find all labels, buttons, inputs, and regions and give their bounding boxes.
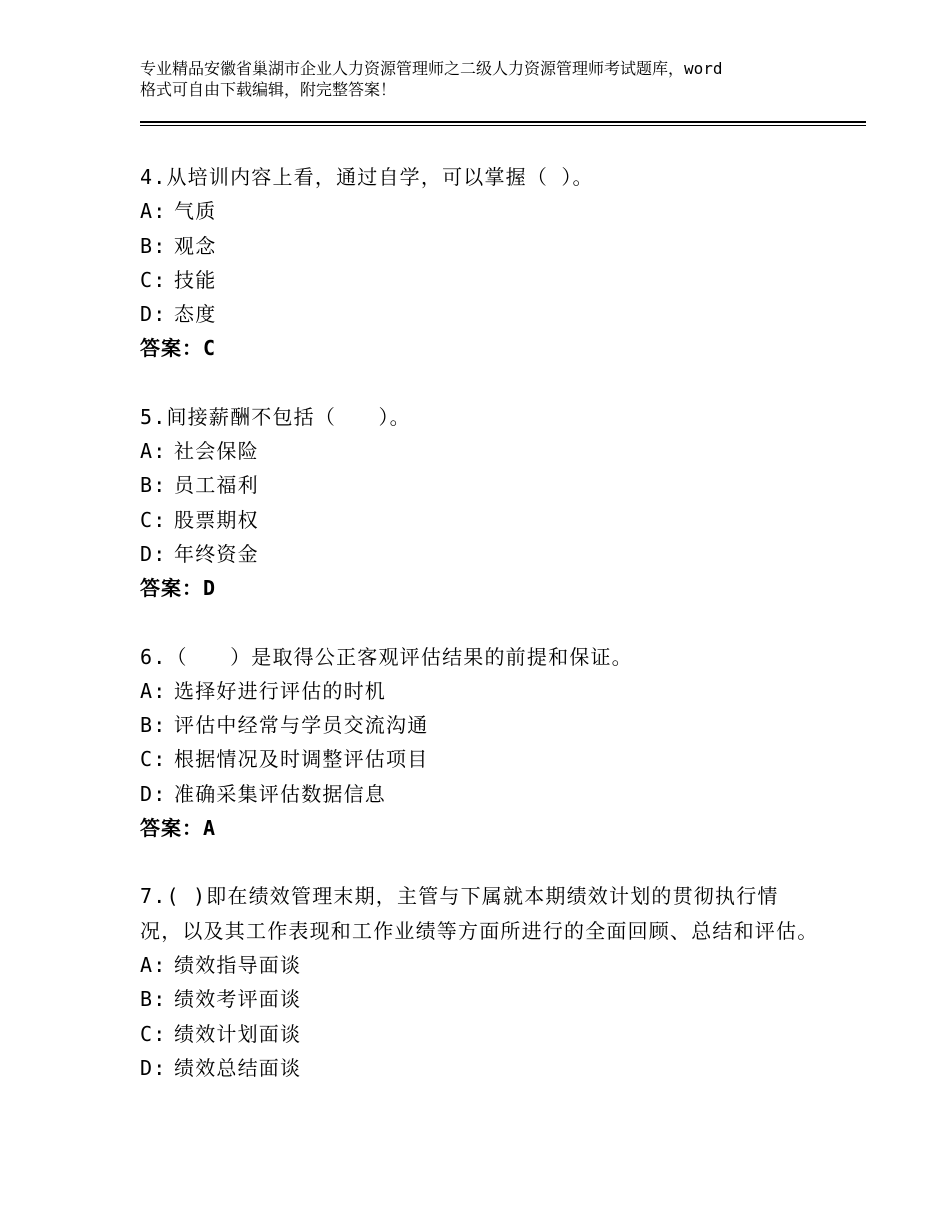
option-b	[140, 229, 820, 263]
header-title-line-2: 格式可自由下载编辑，附完整答案！	[140, 80, 397, 99]
option-a	[140, 194, 820, 228]
option-text: 态度	[174, 302, 217, 327]
question-stem: 4.从培训内容上看，通过自学，可以掌握（ ）。	[140, 165, 594, 189]
option-letter: A:	[140, 439, 167, 464]
option-c	[140, 263, 820, 297]
answer-line: 答案：D	[140, 576, 217, 601]
option-a	[140, 948, 820, 982]
option-c	[140, 742, 820, 776]
option-d	[140, 777, 820, 811]
option-text: 准确采集评估数据信息	[174, 781, 386, 806]
question-stem: 7.( )即在绩效管理末期，主管与下属就本期绩效计划的贯彻执行情况，以及其工作表现和工作业绩等方面所进行的全面回顾、总结和评估。	[140, 884, 819, 943]
document-header	[140, 58, 840, 100]
option-text: 绩效总结面谈	[174, 1055, 302, 1080]
question-6	[140, 640, 820, 846]
option-letter: D:	[140, 302, 167, 327]
option-letter: B:	[140, 713, 167, 738]
question-7	[140, 879, 820, 1085]
option-text: 绩效计划面谈	[174, 1021, 302, 1046]
option-d	[140, 537, 820, 571]
option-text: 年终资金	[174, 541, 259, 566]
question-stem: 6.（ ）是取得公正客观评估结果的前提和保证。	[140, 644, 633, 669]
option-a	[140, 434, 820, 468]
option-c	[140, 1017, 820, 1051]
question-stem: 5.间接薪酬不包括（ ）。	[140, 404, 411, 429]
option-text: 评估中经常与学员交流沟通	[174, 713, 429, 738]
option-b	[140, 982, 820, 1016]
option-letter: D:	[140, 1055, 167, 1080]
option-d	[140, 1051, 820, 1085]
header-divider-thin	[140, 125, 866, 126]
option-text: 股票期权	[174, 507, 259, 532]
option-letter: D:	[140, 541, 167, 566]
option-text: 气质	[174, 199, 217, 224]
option-text: 观念	[174, 233, 217, 258]
option-letter: A:	[140, 952, 167, 977]
option-letter: A:	[140, 199, 167, 224]
option-letter: C:	[140, 507, 167, 532]
option-letter: C:	[140, 1021, 167, 1046]
option-text: 绩效指导面谈	[174, 952, 302, 977]
option-letter: C:	[140, 267, 167, 292]
option-letter: B:	[140, 473, 167, 498]
option-text: 员工福利	[174, 473, 259, 498]
question-4	[140, 160, 820, 366]
option-letter: A:	[140, 678, 167, 703]
option-d	[140, 297, 820, 331]
header-title-line-1: 专业精品安徽省巢湖市企业人力资源管理师之二级人力资源管理师考试题库，word	[140, 59, 723, 78]
option-b	[140, 708, 820, 742]
option-letter: B:	[140, 233, 167, 258]
answer-line: 答案：A	[140, 816, 217, 841]
option-text: 选择好进行评估的时机	[174, 678, 386, 703]
option-text: 社会保险	[174, 439, 259, 464]
header-divider	[140, 121, 866, 123]
option-text: 根据情况及时调整评估项目	[174, 747, 429, 772]
option-text: 绩效考评面谈	[174, 987, 302, 1012]
question-list	[140, 160, 820, 1119]
option-letter: B:	[140, 987, 167, 1012]
option-text: 技能	[174, 267, 217, 292]
option-a	[140, 674, 820, 708]
option-b	[140, 468, 820, 502]
option-letter: D:	[140, 781, 167, 806]
question-5	[140, 400, 820, 606]
option-letter: C:	[140, 747, 167, 772]
option-c	[140, 503, 820, 537]
answer-line: 答案：C	[140, 336, 217, 361]
